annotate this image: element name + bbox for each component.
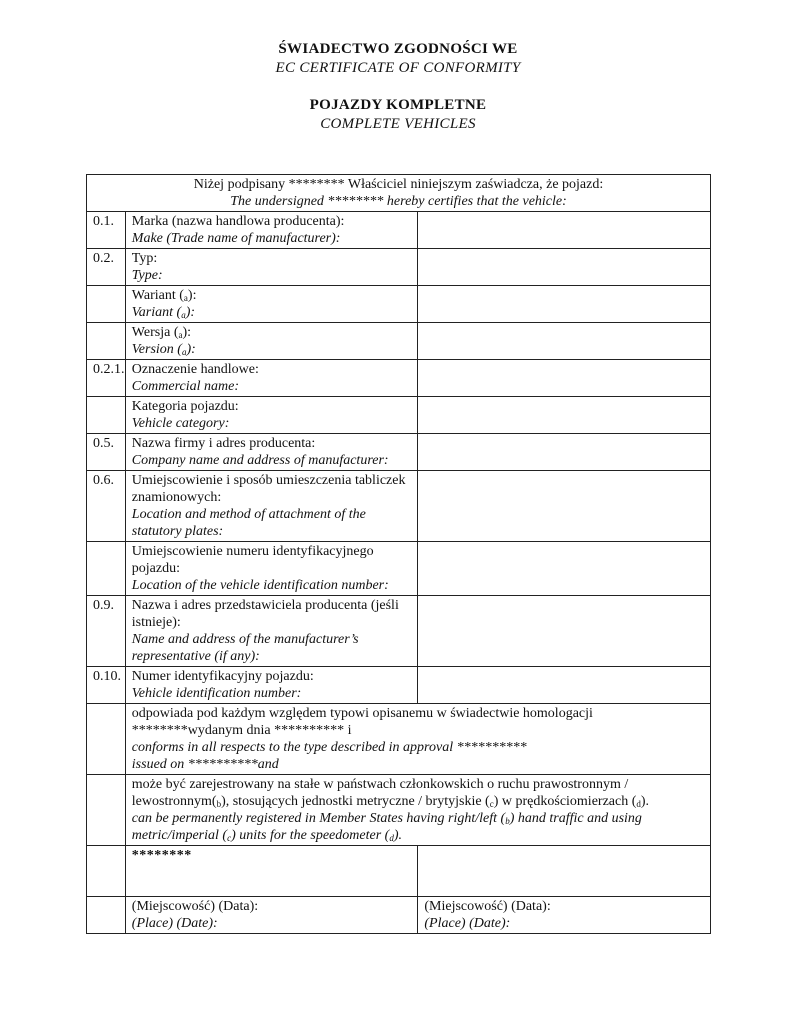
row-number: 0.9.: [87, 596, 126, 667]
row-number: [87, 542, 126, 596]
row-label: [125, 286, 418, 323]
conformity-statement: odpowiada pod każdym względem typowi opisanemu w świadectwie homologacji ********wydanym dnia ********** i conforms in all respects to the type described in approval ********** issued on **********and: [125, 704, 710, 775]
row-label: [125, 471, 418, 542]
table-row: [87, 360, 711, 397]
value-cell: [418, 667, 711, 704]
table-row: [87, 434, 711, 471]
row-label: [125, 542, 418, 596]
row-label: [125, 323, 418, 360]
value-cell: [418, 471, 711, 542]
label-en: Company name and address of manufacturer:: [131, 453, 389, 468]
label-en: Location of the vehicle identification number:: [131, 578, 389, 593]
label-pl: Wariant $(_a)$:: [131, 288, 197, 303]
label-pl: Wersja $(_a)$:: [131, 325, 192, 340]
label-pl: Numer identyfikacyjny pojazdu:: [131, 669, 314, 684]
label-en: Vehicle category:: [131, 416, 230, 431]
value-cell: [418, 397, 711, 434]
conformity-row: [87, 704, 711, 775]
label-en: Type:: [131, 268, 163, 283]
row-number: 0.1.: [87, 212, 126, 249]
registration-row: [87, 775, 711, 846]
label-en: Make (Trade name of manufacturer):: [131, 231, 341, 246]
label-pl: Marka (nazwa handlowa producenta):: [131, 214, 345, 229]
intro-en: The undersigned ******** hereby certifies that the vehicle:: [230, 194, 567, 209]
table-row: [87, 667, 711, 704]
title-en: EC CERTIFICATE OF CONFORMITY: [275, 60, 521, 76]
value-cell: [418, 596, 711, 667]
label-pl: Typ:: [131, 251, 158, 266]
row-number: 0.10.: [87, 667, 126, 704]
place-date-left: (Miejscowość) (Data): (Place) (Date):: [125, 897, 418, 934]
certificate-table: [86, 174, 711, 934]
document-header: [0, 40, 796, 134]
registration-en: can be permanently registered in Member States having right/left $(_b)$ hand traffic and using metric/imperial $(_c)$ units for the speedometer $(_d)$.: [131, 811, 642, 843]
row-number: 0.5.: [87, 434, 126, 471]
table-row: [87, 596, 711, 667]
label-en: Vehicle identification number:: [131, 686, 302, 701]
table-row: [87, 323, 711, 360]
value-cell: [418, 434, 711, 471]
row-label: [125, 360, 418, 397]
row-number: [87, 323, 126, 360]
value-cell: [418, 542, 711, 596]
row-label: [125, 249, 418, 286]
table-row: [87, 286, 711, 323]
subtitle-en: COMPLETE VEHICLES: [320, 116, 476, 132]
table-row: [87, 542, 711, 596]
label-pl: Umiejscowienie i sposób umieszczenia tabliczek znamionowych:: [131, 473, 406, 505]
label-pl: Kategoria pojazdu:: [131, 399, 239, 414]
label-en: Name and address of the manufacturer’s representative (if any):: [131, 632, 359, 664]
row-number: 0.2.1.: [87, 360, 126, 397]
row-label: [125, 667, 418, 704]
label-en: Version $(_a)$:: [131, 342, 196, 357]
label-pl: Oznaczenie handlowe:: [131, 362, 259, 377]
value-cell: [418, 360, 711, 397]
label-en: Variant $(_a)$:: [131, 305, 196, 320]
signature-stars: ********: [125, 846, 418, 897]
place-date-row: [87, 897, 711, 934]
row-number: [87, 397, 126, 434]
intro-row: [87, 175, 711, 212]
row-number: [87, 286, 126, 323]
registration-pl: może być zarejestrowany na stałe w państwach członkowskich o ruchu prawostronnym / $lewostronnym(_b)$, stosujących jednostki metryczne / brytyjskie $(_c)$ w prędkościomierzach $(_d)$.: [131, 777, 650, 809]
row-label: [125, 434, 418, 471]
intro-pl: Niżej podpisany ******** Właściciel niniejszym zaświadcza, że pojazd:: [193, 177, 604, 192]
label-pl: Nazwa i adres przedstawiciela producenta (jeśli istnieje):: [131, 598, 399, 630]
row-label: [125, 212, 418, 249]
label-en: Location and method of attachment of the statutory plates:: [131, 507, 366, 539]
place-date-right: (Miejscowość) (Data): (Place) (Date):: [418, 897, 711, 934]
table-row: [87, 397, 711, 434]
value-cell: [418, 249, 711, 286]
row-label: [125, 596, 418, 667]
value-cell: [418, 286, 711, 323]
signature-cell: [418, 846, 711, 897]
title-pl: ŚWIADECTWO ZGODNOŚCI WE: [278, 41, 518, 57]
row-number: 0.6.: [87, 471, 126, 542]
row-label: [125, 397, 418, 434]
label-en: Commercial name:: [131, 379, 239, 394]
value-cell: [418, 323, 711, 360]
table-row: [87, 471, 711, 542]
table-row: [87, 212, 711, 249]
signature-row: [87, 846, 711, 897]
table-row: [87, 249, 711, 286]
row-number: 0.2.: [87, 249, 126, 286]
label-pl: Umiejscowienie numeru identyfikacyjnego pojazdu:: [131, 544, 374, 576]
subtitle-pl: POJAZDY KOMPLETNE: [309, 97, 487, 113]
value-cell: [418, 212, 711, 249]
label-pl: Nazwa firmy i adres producenta:: [131, 436, 316, 451]
registration-statement: [125, 775, 710, 846]
